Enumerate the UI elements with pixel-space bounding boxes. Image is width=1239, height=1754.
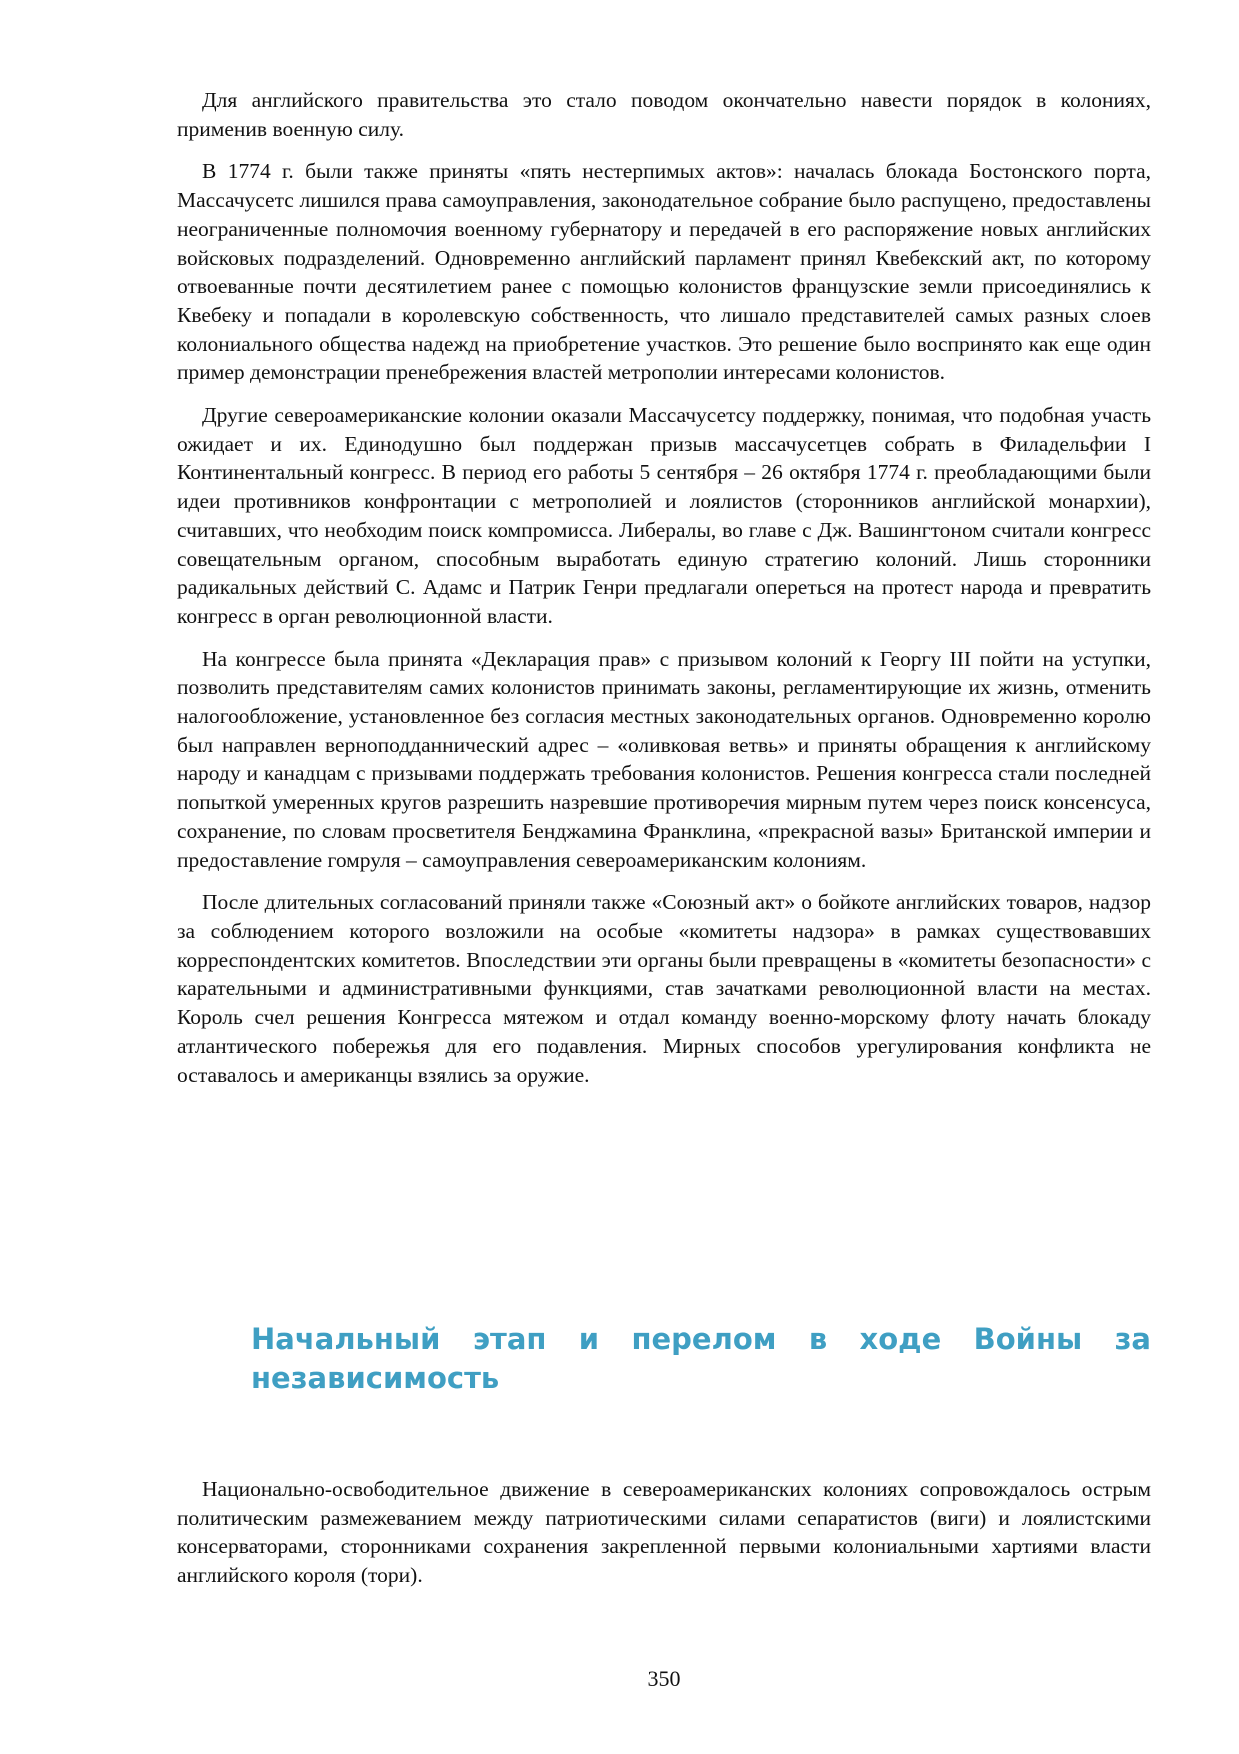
paragraph-5: После длительных согласований приняли также «Союзный акт» о бойкоте английских товаров, надзор за соблюдением которого возложили на особые «комитеты надзора» в рамках существовавших корреспондентских комитетов. Впоследствии эти органы были превращены в «комитеты безопасности» с карательными и административными функциями, став зачатками революционной власти на местах. Король счел решения Конгресса мятежом и отдал команду военно-морскому флоту начать блокаду атлантического побережья для его подавления. Мирных способов урегулирования конфликта не оставалось и американцы взялись за оружие.	[177, 890, 1151, 1087]
section-heading: Начальный этап и перелом в ходе Войны за независимость	[251, 1322, 1151, 1395]
paragraph-3: Другие североамериканские колонии оказали Массачусетсу поддержку, понимая, что подобная участь ожидает и их. Единодушно был поддержан призыв массачусетцев собрать в Филадельфии I Континентальный конгресс. В период его работы 5 сентября – 26 октября 1774 г. преобладающими были идеи противников конфронтации с метрополией и лоялистов (сторонников английской монархии), считавших, что необходим поиск компромисса. Либералы, во главе с Дж. Вашингтоном считали конгресс совещательным органом, способным выработать единую стратегию колоний. Лишь сторонники радикальных действий С. Адамс и Патрик Генри предлагали опереться на протест народа и превратить конгресс в орган революционной власти.	[177, 403, 1151, 628]
paragraph-1: Для английского правительства это стало поводом окончательно навести порядок в колониях, применив военную силу.	[177, 88, 1151, 141]
paragraph-after-heading: Национально-освободительное движение в североамериканских колониях сопровождалось острым политическим размежеванием между патриотическими силами сепаратистов (виги) и лоялистскими консерваторами, сторонниками сохранения закрепленной первыми колониальными хартиями власти английского короля (тори).	[177, 1477, 1151, 1588]
page-number: 350	[647, 1666, 681, 1691]
paragraph-4: На конгрессе была принята «Декларация прав» с призывом колоний к Георгу III пойти на уступки, позволить представителям самих колонистов принимать законы, регламентирующие их жизнь, отменить налогообложение, установленное без согласия местных законодательных органов. Одновременно королю был направлен верноподданнический адрес – «оливковая ветвь» и приняты обращения к английскому народу и канадцам с призывами поддержать требования колонистов. Решения конгресса стали последней попыткой умеренных кругов разрешить назревшие противоречия мирным путем через поиск консенсуса, сохранение, по словам просветителя Бенджамина Франклина, «прекрасной вазы» Британской империи и предоставление гомруля – самоуправления североамериканским колониям.	[177, 646, 1151, 872]
body-text	[177, 86, 1151, 1103]
paragraph-2: В 1774 г. были также приняты «пять нестерпимых актов»: началась блокада Бостонского порта, Массачусетс лишился права самоуправления, законодательное собрание было распущено, предоставлены неограниченные полномочия военному губернатору и передачей в его распоряжение новых английских войсковых подразделений. Одновременно английский парламент принял Квебекский акт, по которому отвоеванные почти десятилетием ранее с помощью колонистов французские земли присоединялись к Квебеку и попадали в королевскую собственность, что лишало представителей самых разных слоев колониального общества надежд на приобретение участков. Это решение было воспринято как еще один пример демонстрации пренебрежения властей метрополии интересами колонистов.	[177, 159, 1151, 385]
